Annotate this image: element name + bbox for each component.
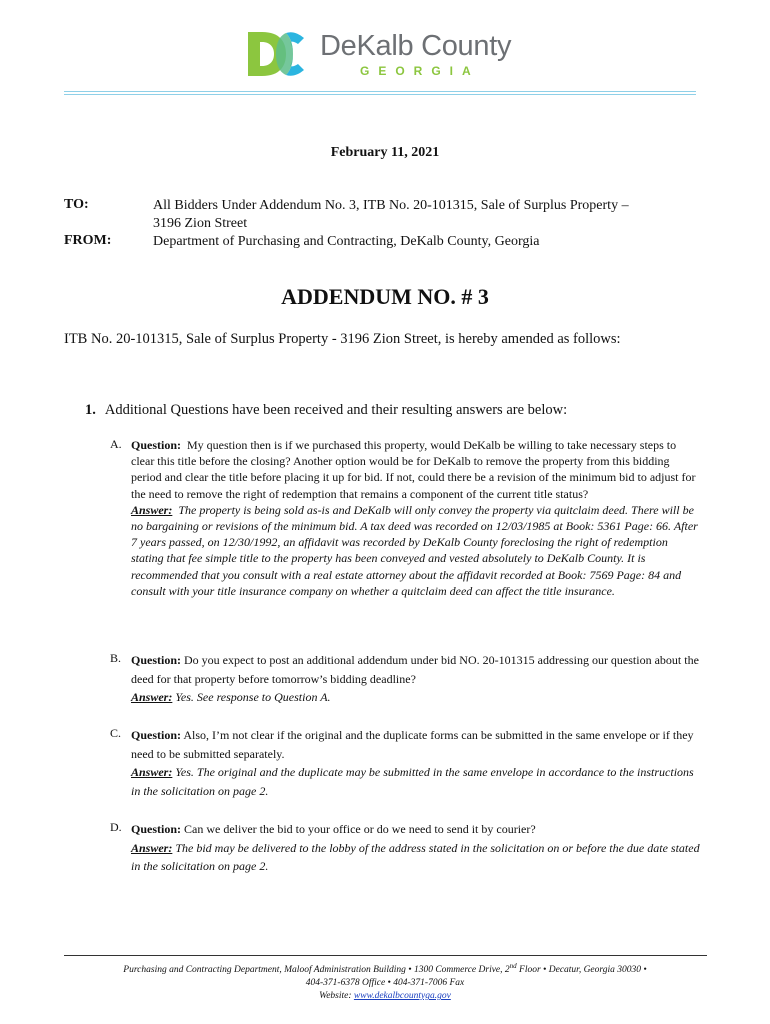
memo-date: February 11, 2021	[330, 145, 440, 160]
footer	[0, 960, 770, 1003]
qa-a	[131, 437, 701, 599]
qa-a-question-label: Question:	[131, 438, 182, 452]
qa-c-question-label: Question:	[131, 728, 182, 742]
to-label: TO:	[64, 197, 89, 212]
footer-address-part-2: Floor • Decatur, Georgia 30030 •	[516, 965, 647, 976]
footer-phone: 404-371-6378 Office • 404-371-7006 Fax	[305, 978, 465, 989]
footer-address	[0, 960, 770, 977]
qa-a-question: My question then is if we purchased this property, would DeKalb be willing to take necessary steps to clear this title before the closing? Another option would be for DeKalb to remove the property from this bidding period and clear the title before placing it up for bid. If not, could there be a revision of the minimum bid to adjust for the need to remove the right of redemption that remains a component of the current title status?	[131, 438, 696, 501]
dekalb-dc-mark-icon	[246, 28, 310, 80]
item-1-number: 1.	[85, 402, 96, 418]
logo-county-name: DeKalb County	[320, 30, 512, 62]
qa-b-question-label: Question:	[131, 653, 182, 667]
item-1-text: Additional Questions have been received and their resulting answers are below:	[104, 402, 568, 418]
qa-d-letter: D.	[110, 820, 122, 834]
qa-d-answer-label: Answer:	[131, 840, 173, 855]
qa-d	[131, 820, 701, 876]
footer-address-part-1: Purchasing and Contracting Department, Maloof Administration Building • 1300 Commerce Drive, 2	[123, 965, 510, 976]
qa-b-letter: B.	[110, 651, 122, 665]
qa-c-answer: Yes. The original and the duplicate may be submitted in the same envelope in accordance to the instructions in the solicitation on page 2.	[131, 765, 694, 798]
footer-website-link[interactable]: www.dekalbcountyga.gov	[353, 991, 451, 1002]
intro-text: ITB No. 20-101315, Sale of Surplus Property - 3196 Zion Street, is hereby amended as follows:	[64, 331, 621, 347]
qa-b	[131, 651, 701, 707]
header-rule-bottom	[64, 94, 696, 95]
qa-d-question-label: Question:	[131, 822, 182, 836]
from-label: FROM:	[64, 233, 112, 248]
footer-address-sup: nd	[509, 962, 517, 970]
footer-website	[0, 990, 770, 1003]
logo-state-name: GEORGIA	[360, 64, 480, 78]
header-rule-top	[64, 91, 696, 92]
qa-d-answer: The bid may be delivered to the lobby of the address stated in the solicitation on or before the due date stated in the solicitation on page 2.	[131, 840, 700, 873]
qa-c-question: Also, I’m not clear if the original and the duplicate forms can be submitted in the same envelope or if they need to be submitted separately.	[131, 728, 694, 761]
qa-b-question: Do you expect to post an additional addendum under bid NO. 20-101315 addressing our question about the deed for that property before tomorrow’s bidding deadline?	[131, 653, 699, 686]
to-line-1: All Bidders Under Addendum No. 3, ITB No. 20-101315, Sale of Surplus Property –	[153, 198, 629, 213]
dekalb-logo	[246, 28, 536, 84]
qa-c-answer-label: Answer:	[131, 765, 173, 779]
qa-c	[131, 726, 701, 800]
qa-d-question: Can we deliver the bid to your office or do we need to send it by courier?	[184, 822, 536, 836]
footer-rule	[64, 955, 707, 956]
addendum-title: ADDENDUM NO. # 3	[281, 284, 489, 309]
qa-a-letter: A.	[110, 437, 122, 451]
qa-b-answer-label: Answer:	[131, 690, 173, 704]
to-line-2: 3196 Zion Street	[153, 216, 248, 231]
qa-b-answer: Yes. See response to Question A.	[175, 690, 331, 704]
item-1	[85, 402, 567, 419]
qa-c-letter: C.	[110, 726, 122, 740]
from-value: Department of Purchasing and Contracting, DeKalb County, Georgia	[153, 234, 540, 249]
qa-a-answer-label: Answer:	[131, 502, 173, 517]
footer-website-label: Website:	[319, 991, 352, 1002]
qa-a-answer: The property is being sold as-is and DeKalb will only convey the property via quitclaim deed. There will be no bargaining or revisions of the minimum bid. A tax deed was recorded on 12/03/1985 at Book: 5361 Page: 66. After 7 years passed, on 12/30/1992, an affidavit was recorded by DeKalb County foreclosing the right of redemption stating that fee simple title to the property has been conveyed and vested absolutely to DeKalb County. It is recommended that you consult with a real estate attorney about the affidavit recorded at Book: 7569 Page: 84 and consult with your title insurance company on whether a quitclaim deed can affect the title insurance.	[131, 502, 698, 598]
